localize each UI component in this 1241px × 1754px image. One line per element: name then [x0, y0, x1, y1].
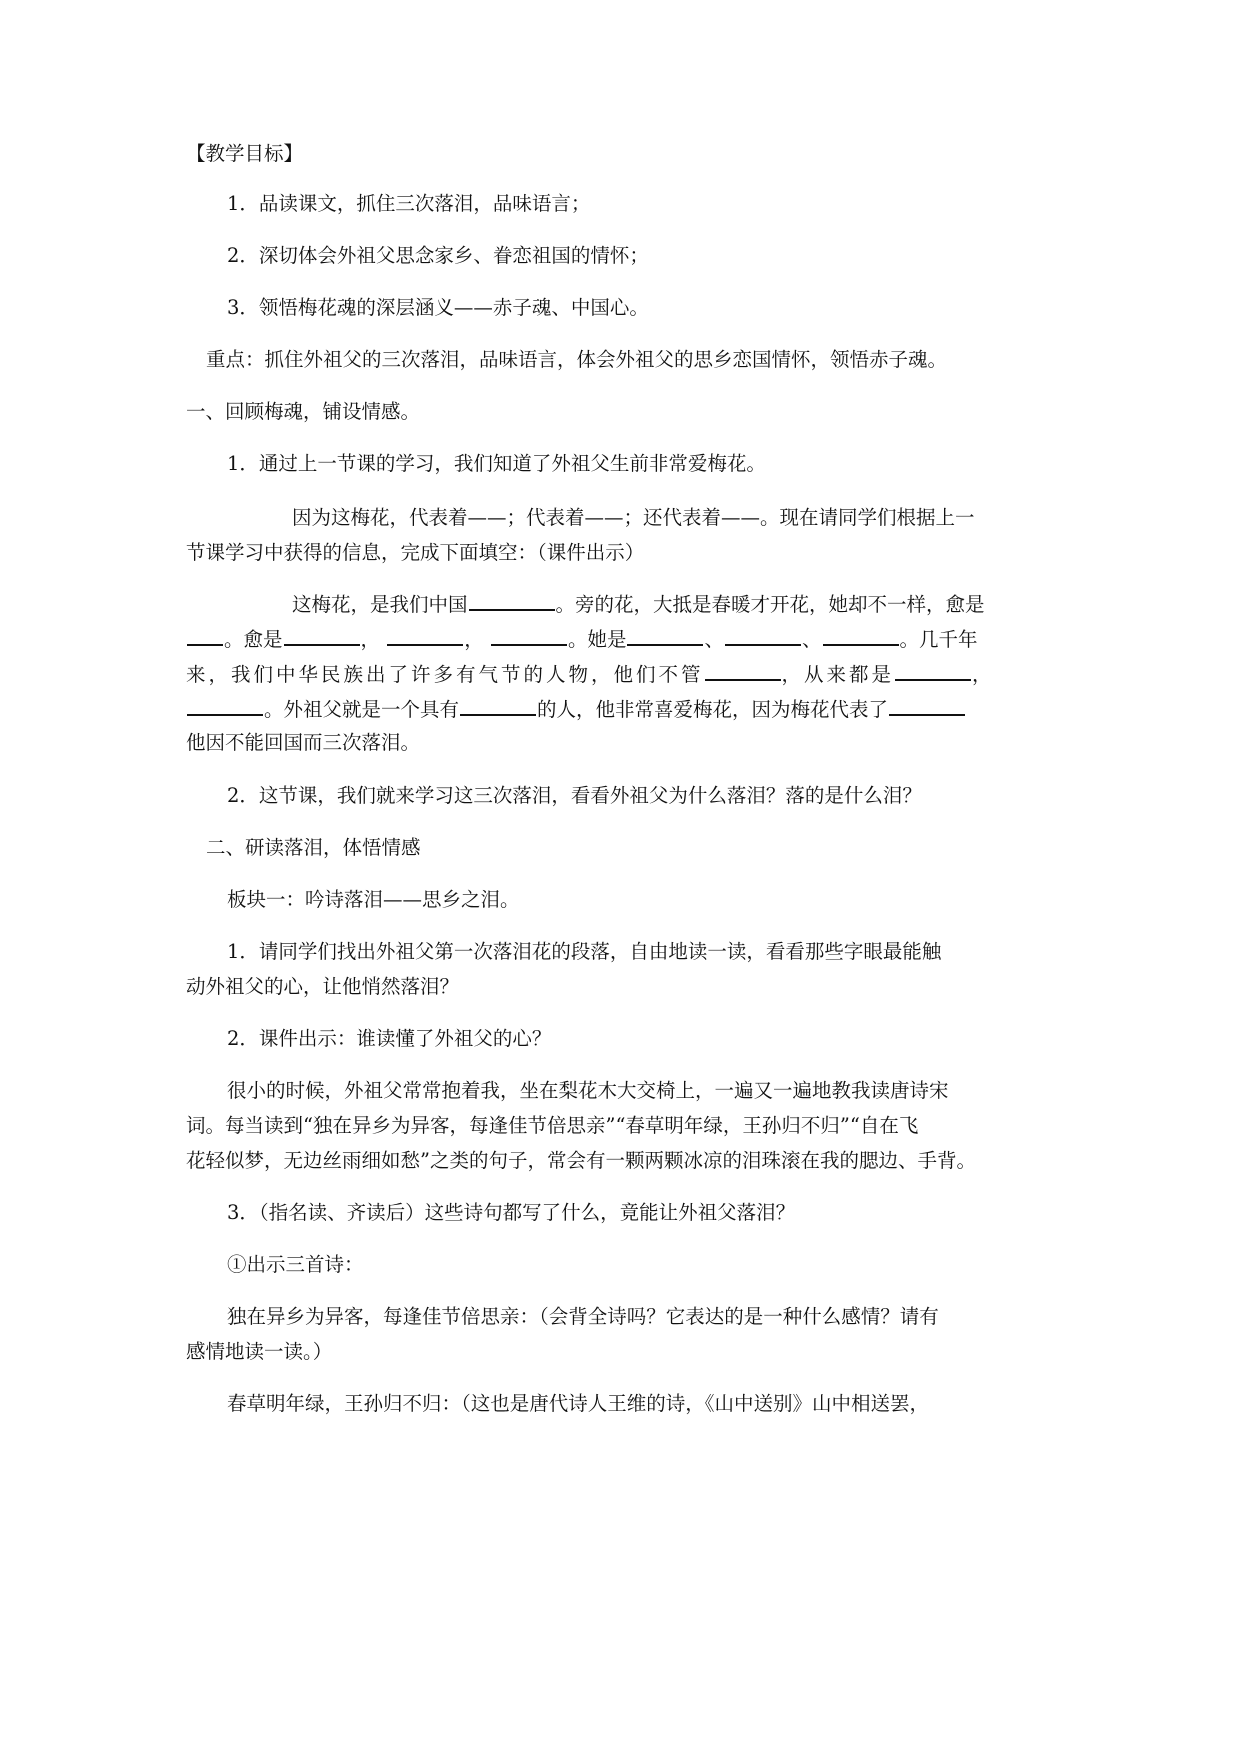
fill-blank[interactable]	[469, 589, 555, 611]
fill-text: 这梅花，是我们中国	[292, 593, 468, 616]
fill-blank[interactable]	[387, 624, 463, 646]
list-item: 2．这节课，我们就来学习这三次落泪，看看外祖父为什么落泪？落的是什么泪？	[227, 784, 922, 807]
fill-line	[186, 624, 978, 654]
quote-line: 花轻似梦，无边丝雨细如愁”之类的句子，常会有一颗两颗冰凉的泪珠滚在我的腮边、手背。	[186, 1149, 976, 1172]
fill-blank[interactable]	[823, 624, 899, 646]
paragraph-line: 因为这梅花，代表着——；代表着——；还代表着——。现在请同学们根据上一	[292, 506, 975, 529]
fill-blank[interactable]	[725, 624, 801, 646]
fill-text: ，	[972, 663, 995, 686]
list-item: 1．请同学们找出外祖父第一次落泪花的段落，自由地读一读，看看那些字眼最能触	[227, 940, 942, 963]
list-item: 3．（指名读、齐读后）这些诗句都写了什么，竟能让外祖父落泪？	[227, 1201, 796, 1224]
fill-text: 。外祖父就是一个具有	[264, 698, 460, 721]
fill-blank[interactable]	[284, 624, 360, 646]
fill-text: ，	[464, 628, 484, 651]
list-item: 2．课件出示：谁读懂了外祖父的心？	[227, 1027, 552, 1050]
fill-line	[186, 694, 966, 724]
list-item: 动外祖父的心，让他悄然落泪？	[186, 975, 460, 998]
fill-line: 他因不能回国而三次落泪。	[186, 731, 421, 754]
fill-text: ，从来都是	[781, 663, 895, 686]
fill-blank[interactable]	[460, 694, 536, 716]
section-title: 二、研读落泪，体悟情感	[206, 836, 421, 859]
key-point: 重点：抓住外祖父的三次落泪，品味语言，体会外祖父的思乡恋国情怀，领悟赤子魂。	[206, 348, 948, 371]
fill-text: 。几千年	[899, 628, 978, 651]
section-heading: 【教学目标】	[186, 142, 304, 165]
fill-line	[292, 589, 985, 619]
block-title: 板块一：吟诗落泪——思乡之泪。	[227, 888, 520, 911]
fill-blank[interactable]	[705, 659, 781, 681]
goal-item: 3．领悟梅花魂的深层涵义——赤子魂、中国心。	[227, 296, 649, 319]
sub-item: ①出示三首诗：	[227, 1253, 364, 1276]
poem-line: 感情地读一读。）	[186, 1340, 333, 1363]
section-title: 一、回顾梅魂，铺设情感。	[186, 400, 421, 423]
fill-text: 、	[704, 628, 724, 651]
quote-line: 词。每当读到“独在异乡为异客，每逢佳节倍思亲”“春草明年绿，王孙归不归”“自在飞	[186, 1114, 919, 1137]
fill-blank[interactable]	[187, 624, 223, 646]
list-item: 1．通过上一节课的学习，我们知道了外祖父生前非常爱梅花。	[227, 452, 766, 475]
paragraph-line: 节课学习中获得的信息，完成下面填空：（课件出示）	[186, 541, 645, 564]
fill-line	[186, 659, 995, 689]
poem-line: 春草明年绿，王孙归不归：（这也是唐代诗人王维的诗，《山中送别》山中相送罢，	[227, 1392, 930, 1415]
fill-blank[interactable]	[627, 624, 703, 646]
fill-blank[interactable]	[491, 624, 567, 646]
fill-text: 。她是	[567, 628, 627, 651]
goal-item: 1．品读课文，抓住三次落泪，品味语言；	[227, 192, 591, 215]
fill-text: 、	[801, 628, 822, 651]
quote-line: 很小的时候，外祖父常常抱着我，坐在梨花木大交椅上，一遍又一遍地教我读唐诗宋	[227, 1079, 949, 1102]
fill-text: 来，我们中华民族出了许多有气节的人物，他们不管	[186, 663, 704, 686]
fill-text: 。愈是	[224, 628, 283, 651]
fill-text: ，	[360, 628, 381, 651]
fill-text: 。旁的花，大抵是春暖才开花，她却不一样，愈是	[555, 593, 985, 616]
goal-item: 2．深切体会外祖父思念家乡、眷恋祖国的情怀；	[227, 244, 649, 267]
fill-blank[interactable]	[889, 694, 965, 716]
fill-text: 的人，他非常喜爱梅花，因为梅花代表了	[537, 698, 889, 721]
fill-blank[interactable]	[187, 694, 263, 716]
poem-line: 独在异乡为异客，每逢佳节倍思亲：（会背全诗吗？它表达的是一种什么感情？请有	[227, 1305, 939, 1328]
fill-blank[interactable]	[895, 659, 971, 681]
